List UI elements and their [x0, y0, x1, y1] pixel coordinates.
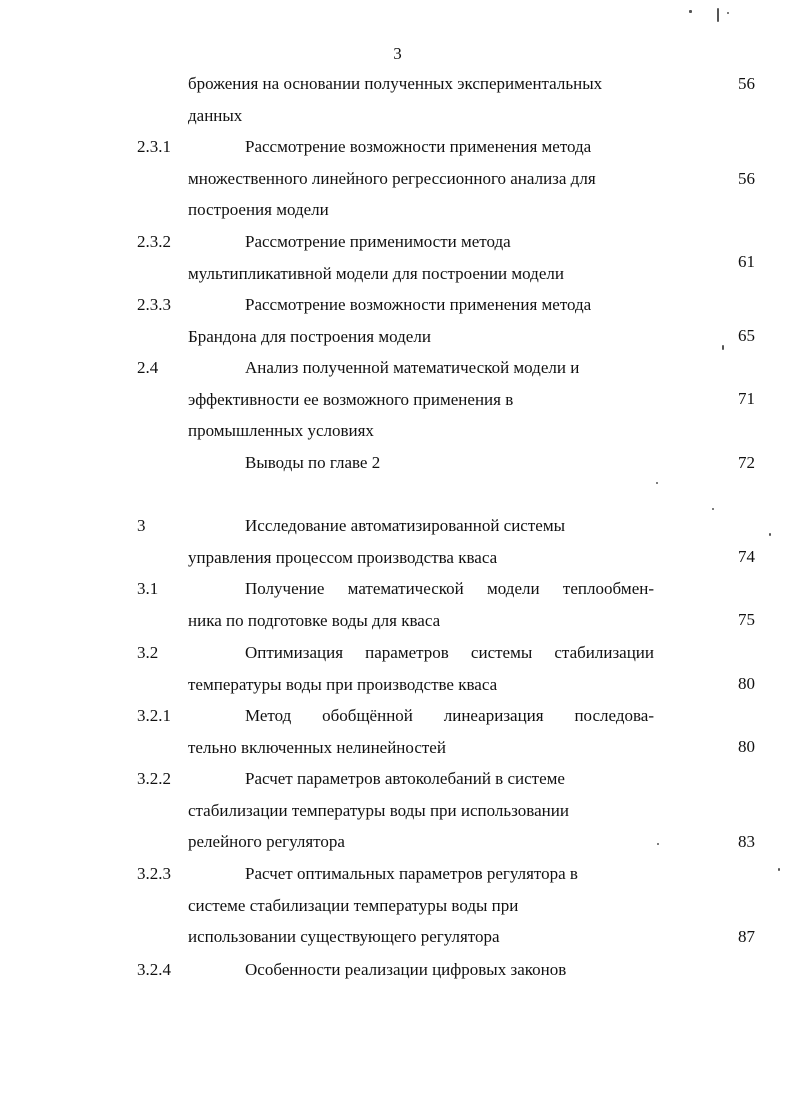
toc-entry-line: ника по подготовке воды для кваса — [188, 610, 441, 630]
toc-entry-number: 3.2.1 — [137, 706, 171, 725]
scan-speck — [657, 843, 659, 845]
toc-entry-page: 56 — [738, 169, 755, 188]
toc-entry-line: Расчет параметров автоколебаний в системе — [245, 769, 565, 788]
toc-entry-line: Метод обобщённой линеаризация последова- — [245, 706, 654, 725]
toc-entry-page: 74 — [738, 547, 755, 566]
toc-entry-line: промышленных условиях — [188, 421, 374, 440]
toc-entry-line: системе стабилизации температуры воды при — [188, 895, 519, 915]
toc-entry-line: данных — [188, 105, 243, 125]
toc-entry-title — [188, 232, 654, 295]
toc-entry-page: 61 — [738, 252, 755, 271]
toc-entry-line: Исследование автоматизированной системы — [245, 516, 566, 535]
toc-entry-title — [188, 453, 654, 485]
toc-entry-number: 3.2.3 — [137, 864, 171, 883]
scan-speck — [712, 508, 714, 510]
toc-entry-line: тельно включенных нелинейностей — [188, 737, 446, 757]
toc-entry-line: использовании существующего регулятора — [188, 927, 500, 946]
toc-entry-line: построения модели — [188, 200, 329, 219]
toc-entry-line: брожения на основании полученных экспериментальных — [188, 74, 603, 93]
toc-entry-page: 71 — [738, 389, 755, 408]
toc-entry-line: Рассмотрение возможности применения метода — [245, 137, 592, 156]
scan-speck — [722, 345, 724, 350]
toc-entry-number: 2.3.3 — [137, 295, 171, 314]
toc-entry-number: 3.2.2 — [137, 769, 171, 788]
toc-entry-number: 3.2 — [137, 643, 159, 662]
toc-entry-line: Особенности реализации цифровых законов — [245, 960, 567, 979]
toc-entry-line: температуры воды при производстве кваса — [188, 674, 498, 694]
scan-speck — [778, 868, 780, 871]
toc-entry-line: эффективности ее возможного применения в — [188, 389, 514, 409]
toc-entry-line: Рассмотрение возможности применения метода — [245, 295, 592, 314]
toc-entry-line: Анализ полученной математической модели и — [245, 358, 580, 377]
toc-entry-title — [188, 74, 654, 137]
toc-entry-title — [188, 579, 654, 642]
toc-entry-number: 3.2.4 — [137, 960, 171, 979]
toc-entry-line: стабилизации температуры воды при использовании — [188, 800, 569, 820]
toc-entry-line: Оптимизация параметров системы стабилизации — [245, 643, 654, 662]
toc-entry-line: управления процессом производства кваса — [188, 547, 498, 567]
toc-entry-title — [188, 769, 654, 864]
scan-speck — [727, 12, 729, 14]
toc-entry-page: 87 — [738, 927, 755, 946]
toc-entry-number: 3 — [137, 516, 146, 535]
scan-speck — [769, 533, 771, 536]
toc-entry-number: 2.3.2 — [137, 232, 171, 251]
toc-entry-title — [188, 706, 654, 769]
toc-entry-line: мультипликативной модели для построении модели — [188, 263, 564, 283]
scan-speck — [717, 8, 719, 22]
toc-entry-line: Получение математической модели теплообмен- — [245, 579, 654, 598]
toc-entry-line: множественного линейного регрессионного анализа для — [188, 168, 596, 188]
toc-entry-title — [188, 137, 654, 232]
toc-entry-number: 2.3.1 — [137, 137, 171, 156]
toc-entry-title — [188, 516, 654, 579]
toc-entry-title — [188, 864, 654, 959]
toc-entry-page: 83 — [738, 832, 755, 851]
scan-speck — [656, 482, 658, 484]
toc-entry-number: 2.4 — [137, 358, 159, 377]
toc-entry-page: 56 — [738, 74, 755, 93]
toc-entry-title — [188, 960, 654, 992]
toc-entry-line: Рассмотрение применимости метода — [245, 232, 511, 251]
toc-entry-title — [188, 358, 654, 453]
toc-entry-page: 65 — [738, 326, 755, 345]
toc-entry-page: 75 — [738, 610, 755, 629]
toc-entry-page: 80 — [738, 674, 755, 693]
toc-entry-line: Выводы по главе 2 — [245, 453, 381, 472]
toc-entry-title — [188, 295, 654, 358]
toc-entry-title — [188, 643, 654, 706]
scan-speck — [689, 10, 692, 13]
toc-entry-line: релейного регулятора — [188, 832, 345, 851]
toc-entry-page: 80 — [738, 737, 755, 756]
toc-entry-line: Расчет оптимальных параметров регулятора в — [245, 864, 578, 883]
toc-entry-number: 3.1 — [137, 579, 159, 598]
toc-entry-line: Брандона для построения модели — [188, 326, 431, 346]
page-number: 3 — [393, 44, 402, 63]
toc-entry-page: 72 — [738, 453, 755, 472]
